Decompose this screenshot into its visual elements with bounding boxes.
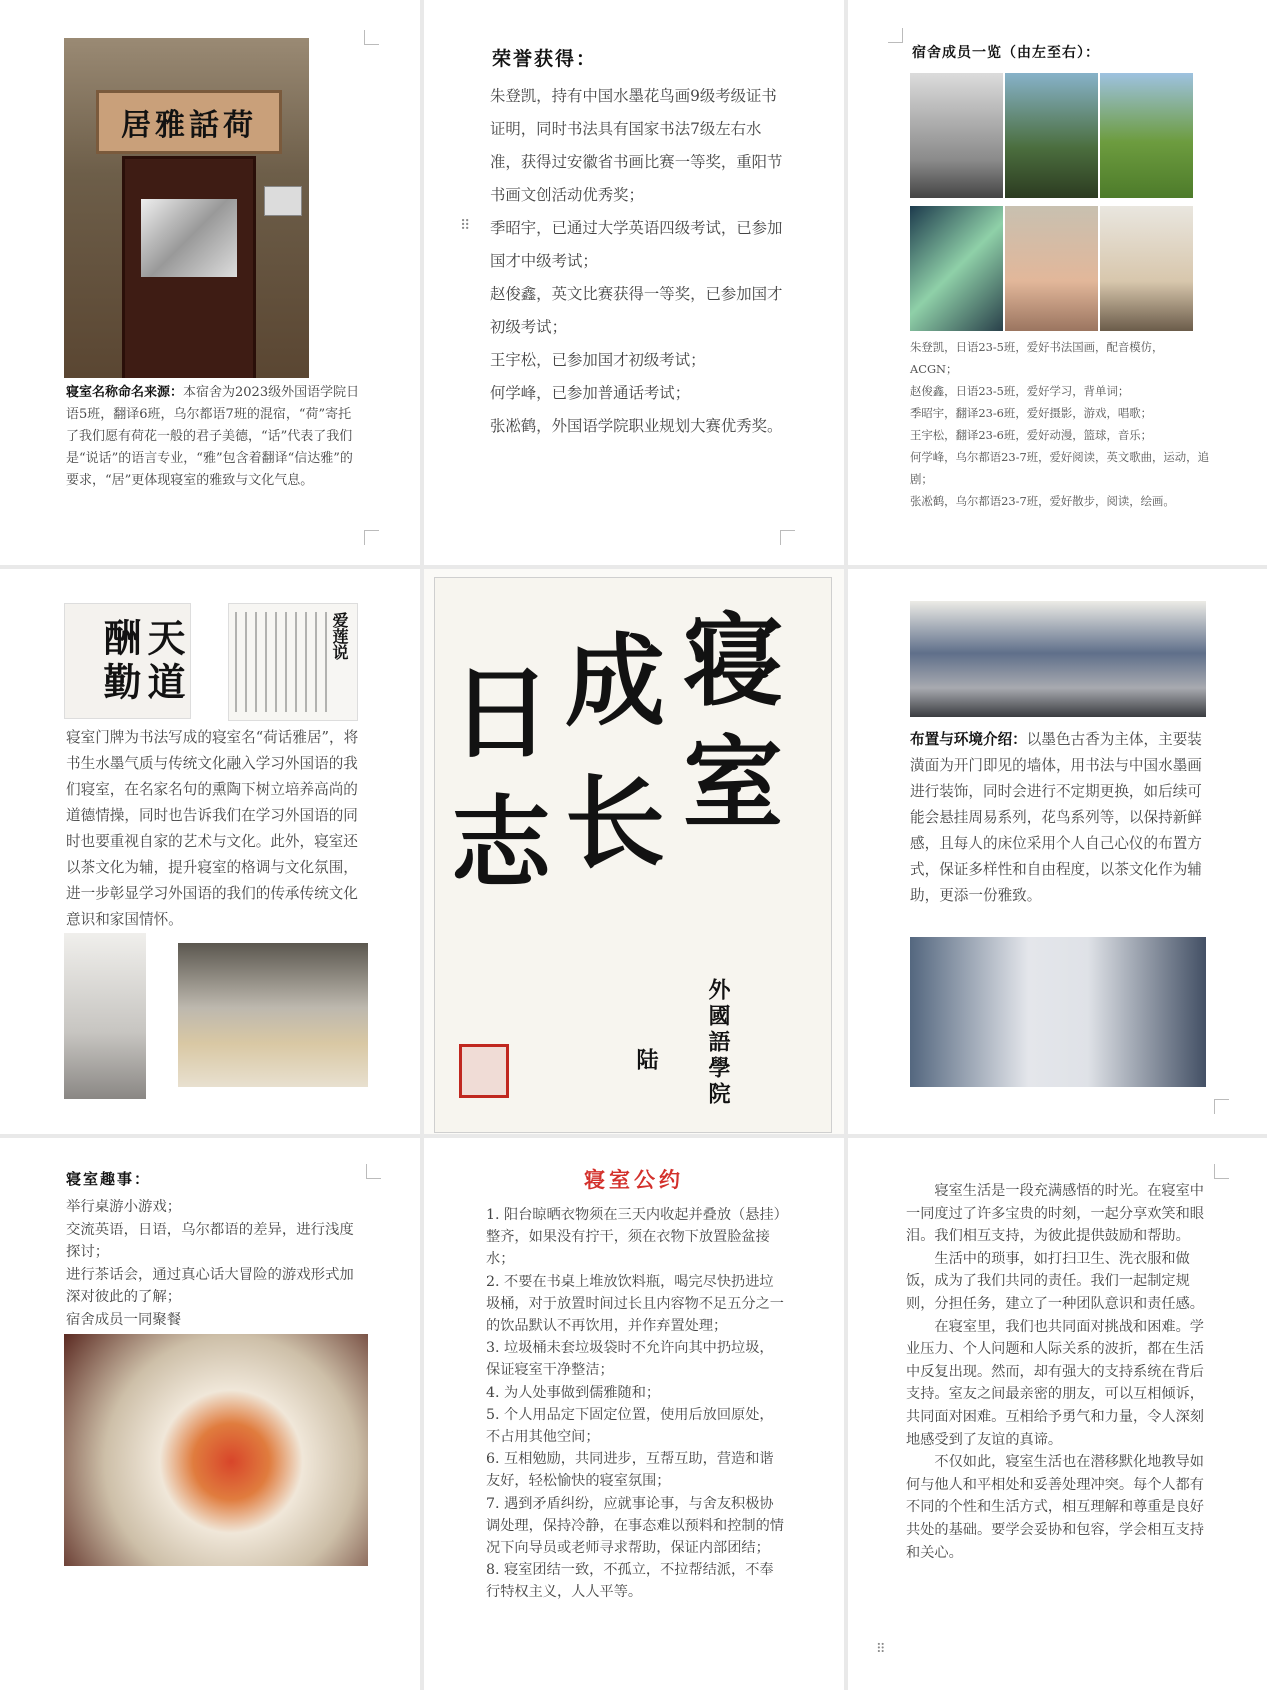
calligraphy-char: 成 [565,622,665,740]
reflection-paragraph: 不仅如此，寝室生活也在潜移默化地教导如何与他人和平相处和妥善处理冲突。每个人都有不同的个性和生活方式，相互理解和尊重是良好共处的基础。要学会妥协和包容，学会相互支持和关心。 [906,1454,1204,1561]
red-seal [459,1044,509,1098]
member-photo-3 [1100,73,1193,198]
member-photo-6 [1100,206,1193,331]
calligraphy-char: 志 [451,784,551,902]
rules-list [486,1204,786,1604]
honor-item: 何学峰，已参加普通话考试； [490,384,691,402]
calligraphy-frame [434,577,832,1133]
honors-title: 荣誉获得： [492,48,598,70]
environment-label: 布置与环境介绍： [910,731,1027,748]
fun-title: 寝室趣事： [66,1170,152,1188]
fun-item: 交流英语，日语，乌尔都语的差异，进行浅度探讨； [66,1221,354,1261]
reflection-paragraph: 生活中的琐事，如打扫卫生、洗衣服和做饭，成为了我们共同的责任。我们一起制定规则，分担任务，建立了一种团队意识和责任感。 [906,1250,1204,1312]
naming-label: 寝室名称命名来源： [66,385,184,400]
calligraphy-right-body [235,612,327,712]
calligraphy-char: 日 [451,654,551,772]
panel-environment [848,569,1267,1134]
corner-mark [364,30,379,45]
calligraphy-char: 长 [565,764,665,882]
dorm-photo-top [910,601,1206,717]
door-sign [96,90,282,154]
panel-calligraphy [424,569,844,1134]
panel-reflection [848,1138,1267,1690]
honor-item: 王宇松，已参加国才初级考试； [490,351,706,369]
member-item: 季昭宇，翻译23-6班，爱好摄影，游戏，唱歌； [910,406,1153,420]
rule-item: 7. 遇到矛盾纠纷，应就事论事，与舍友积极协调处理，保持冷静，在事态难以预料和控制的情况下向导员或老师寻求帮助，保证内部团结； [486,1495,784,1557]
member-photo-2 [1005,73,1098,198]
fun-item: 宿舍成员一同聚餐 [66,1311,182,1328]
member-item: 何学峰，乌尔都语23-7班，爱好阅读，英文歌曲，运动，追剧； [910,450,1209,486]
door-painting [141,199,237,277]
honor-item: 季昭宇，已通过大学英语四级考试，已参加国才中级考试； [490,219,783,270]
fun-item: 举行桌游小游戏； [66,1199,182,1215]
honors-list [490,80,790,443]
member-item: 张凇鹤，乌尔都语23-7班，爱好散步，阅读，绘画。 [910,494,1175,508]
member-photo-1 [910,73,1003,198]
naming-text: 本宿舍为2023级外国语学院日语5班，翻译6班，乌尔都语7班的混宿，“荷”寄托了我们愿有荷花一般的君子美德，“话”代表了我们是“说话”的语言专业，“雅”包含着翻译“信达雅”的要求，“居”更体现寝室的雅致与文化气息。 [66,385,360,488]
rule-item: 5. 个人用品定下固定位置，使用后放回原处，不占用其他空间； [486,1406,774,1446]
naming-paragraph [66,382,362,492]
calligraphy-photo-left [64,603,191,719]
rules-title: 寝室公约 [584,1167,684,1192]
corner-mark [364,530,379,545]
dorm-photo-bottom [910,937,1206,1087]
panel-honors [424,0,844,565]
door [122,156,256,378]
rooster-painting [64,933,146,1099]
members-title: 宿舍成员一览（由左至右）： [912,45,1100,61]
culture-paragraph: 寝室门牌为书法写成的寝室名“荷话雅居”，将书生水墨气质与传统文化融入学习外国语的我们寝室，在名家名句的熏陶下树立培养高尚的道德情操，同时也告诉我们在学习外国语的同时也要重视自家的艺术与文化。此外，寝室还以茶文化为辅，提升寝室的格调与文化氛围，进一步彰显学习外国语的我们的传承传统文化意识和家国情怀。 [66,729,359,928]
member-item: 赵俊鑫，日语23-5班，爱好学习，背单词； [910,384,1130,398]
panel-fun [0,1138,420,1690]
fun-item: 进行茶话会，通过真心话大冒险的游戏形式加深对彼此的了解； [66,1266,354,1306]
environment-paragraph [910,727,1210,909]
members-list [910,336,1210,512]
tea-set-photo [178,943,368,1087]
door-plaque [264,186,302,216]
rule-item: 8. 寝室团结一致，不孤立，不拉帮结派，不奉行特权主义，人人平等。 [486,1562,774,1601]
reflection-text [906,1180,1211,1564]
calligraphy-photo-right [228,603,358,721]
drag-handle-icon[interactable]: ⠿ [876,1642,886,1657]
door-sign-text: 居雅話荷 [121,108,257,143]
panel-members [848,0,1267,565]
honor-item: 张凇鹤，外国语学院职业规划大赛优秀奖。 [490,417,783,435]
fun-list [66,1196,366,1332]
rule-item: 4. 为人处事做到儒雅随和； [486,1384,661,1401]
corner-mark [366,1164,381,1179]
reflection-paragraph: 在寝室里，我们也共同面对挑战和困难。学业压力、个人问题和人际关系的波折，都在生活中反复出现。然而，却有强大的支持系统在背后支持。室友之间最亲密的朋友，可以互相倾诉，共同面对困难。互相给予勇气和力量，令人深刻地感受到了友谊的真谛。 [906,1318,1204,1448]
panel-rules [424,1138,844,1690]
calligraphy-signer: 陆 [633,1048,659,1070]
reflection-paragraph: 寝室生活是一段充满感悟的时光。在寝室中一同度过了许多宝贵的时刻，一起分享欢笑和眼泪。我们相互支持，为彼此提供鼓励和帮助。 [906,1183,1204,1245]
environment-text: 以墨色古香为主体，主要装潢面为开门即见的墙体，用书法与中国水墨画进行装饰，同时会进行不定期更换，如后续可能会悬挂周易系列，花鸟系列等，以保持新鲜感，且每人的床位采用个人自己心仪的布置方式，保证多样性和自由程度，以茶文化作为辅助，更添一份雅致。 [910,731,1202,904]
rule-item: 6. 互相勉励，共同进步，互帮互助，营造和谐友好，轻松愉快的寝室氛围； [486,1451,774,1490]
calligraphy-char: 寝 [683,602,783,720]
rule-item: 1. 阳台晾晒衣物须在三天内收起并叠放（悬挂）整齐，如果没有拧干，须在衣物下放置脸盆接水； [486,1207,781,1268]
calligraphy-signature: 外國語學院 [705,978,731,1108]
corner-mark [780,530,795,545]
drag-handle-icon[interactable]: ⠿ [460,218,471,234]
door-photo [64,38,309,378]
rule-item: 2. 不要在书桌上堆放饮料瓶，喝完尽快扔进垃圾桶，对于放置时间过长且内容物不足五分之一的饮品默认不再饮用，并作弃置处理； [486,1273,784,1335]
panel-dorm-name [0,0,420,565]
calligraphy-right-text: 爱莲说 [330,612,349,660]
member-photo-5 [1005,206,1098,331]
member-item: 王宇松，翻译23-6班，爱好动漫，篮球，音乐； [910,428,1153,442]
rule-item: 3. 垃圾桶未套垃圾袋时不允许向其中扔垃圾，保证寝室干净整洁； [486,1340,774,1379]
calligraphy-char: 室 [683,724,783,842]
calligraphy-left-text: 天道酬勤 [97,618,186,706]
corner-mark [888,28,903,43]
honor-item: 赵俊鑫，英文比赛获得一等奖，已参加国才初级考试； [490,285,783,336]
member-photo-4 [910,206,1003,331]
corner-mark [1214,1164,1229,1179]
honor-item: 朱登凯，持有中国水墨花鸟画9级考级证书证明，同时书法具有国家书法7级左右水准，获得过安徽省书画比赛一等奖，重阳节书画文创活动优秀奖； [490,87,783,204]
corner-mark [1214,1099,1229,1114]
panel-culture [0,569,420,1134]
dinner-photo [64,1334,368,1566]
member-item: 朱登凯，日语23-5班，爱好书法国画，配音模仿，ACGN； [910,340,1164,376]
